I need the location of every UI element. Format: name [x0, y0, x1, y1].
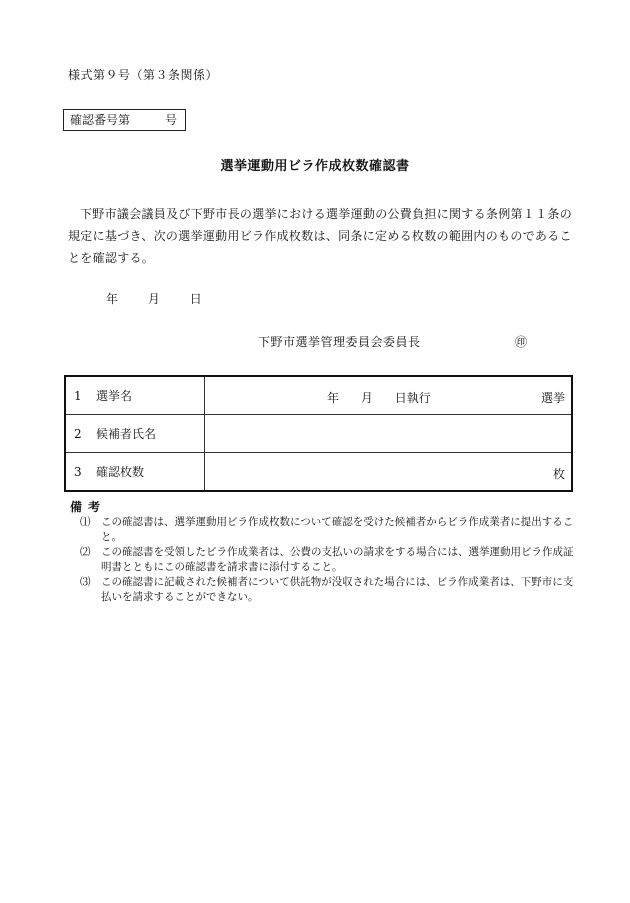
body-text: 下野市議会議員及び下野市長の選挙における選挙運動の公費負担に関する条例第１１条の規定に基づき、次の選挙運動用ビラ作成枚数は、同条に定める枚数の範囲内のものであることを確認する。 [68, 207, 573, 265]
execution-date [327, 389, 449, 406]
confirmation-number-label: 確認番号第 [70, 113, 131, 127]
exec-day: 日執行 [394, 391, 431, 405]
table-row-election-name [65, 376, 572, 415]
document-title: 選挙運動用ビラ作成枚数確認書 [220, 159, 410, 174]
table-row-confirmed-count [65, 453, 572, 492]
committee-chair: 下野市選挙管理委員会委員長 [258, 335, 421, 349]
remark-number: ⑵ [80, 546, 91, 558]
row-number: 3 [74, 465, 82, 479]
confirmed-count-label-cell [65, 453, 205, 492]
date-day: 日 [189, 292, 202, 306]
candidate-name-label-cell [65, 415, 205, 453]
count-unit: 枚 [552, 467, 565, 481]
exec-month: 月 [360, 391, 373, 405]
row-number: 1 [74, 389, 82, 403]
remark-text: この確認書に記載された候補者について供託物が没収された場合には、ビラ作成業者は、下野市に支払いを請求することができない。 [101, 576, 574, 603]
election-name-value-cell[interactable] [205, 376, 573, 415]
remark-number: ⑶ [80, 576, 91, 588]
form-number: 様式第９号（第３条関係） [68, 68, 219, 82]
remark-item [80, 515, 575, 545]
exec-year: 年 [327, 391, 340, 405]
remark-item [80, 575, 575, 605]
election-name-label-cell [65, 376, 205, 415]
remark-item [80, 545, 575, 575]
form-table [64, 375, 573, 492]
remark-number: ⑴ [80, 516, 91, 528]
remark-text: この確認書を受領したビラ作成業者は、公費の支払いの請求をする場合には、選挙運動用ビラ作成証明書とともにこの確認書を請求書に添付すること。 [101, 546, 574, 573]
remarks-list [80, 515, 575, 605]
row-label: 選挙名 [96, 389, 133, 403]
candidate-name-value-cell[interactable] [205, 415, 573, 453]
row-number: 2 [74, 427, 82, 441]
date-month: 月 [147, 292, 160, 306]
row-label: 候補者氏名 [96, 427, 157, 441]
row-label: 確認枚数 [96, 465, 145, 479]
seal-mark: ㊞ [515, 335, 528, 349]
date-line [106, 290, 228, 307]
remarks-title: 備考 [70, 500, 107, 514]
remark-text: この確認書は、選挙運動用ビラ作成枚数について確認を受けた候補者からビラ作成業者に提出すること。 [101, 516, 574, 543]
election-suffix: 選挙 [540, 391, 565, 405]
table-row-candidate-name [65, 415, 572, 453]
date-year: 年 [106, 292, 119, 306]
confirmed-count-value-cell[interactable] [205, 453, 573, 492]
confirmation-number-box [63, 109, 186, 131]
confirmation-number-suffix: 号 [164, 113, 177, 127]
